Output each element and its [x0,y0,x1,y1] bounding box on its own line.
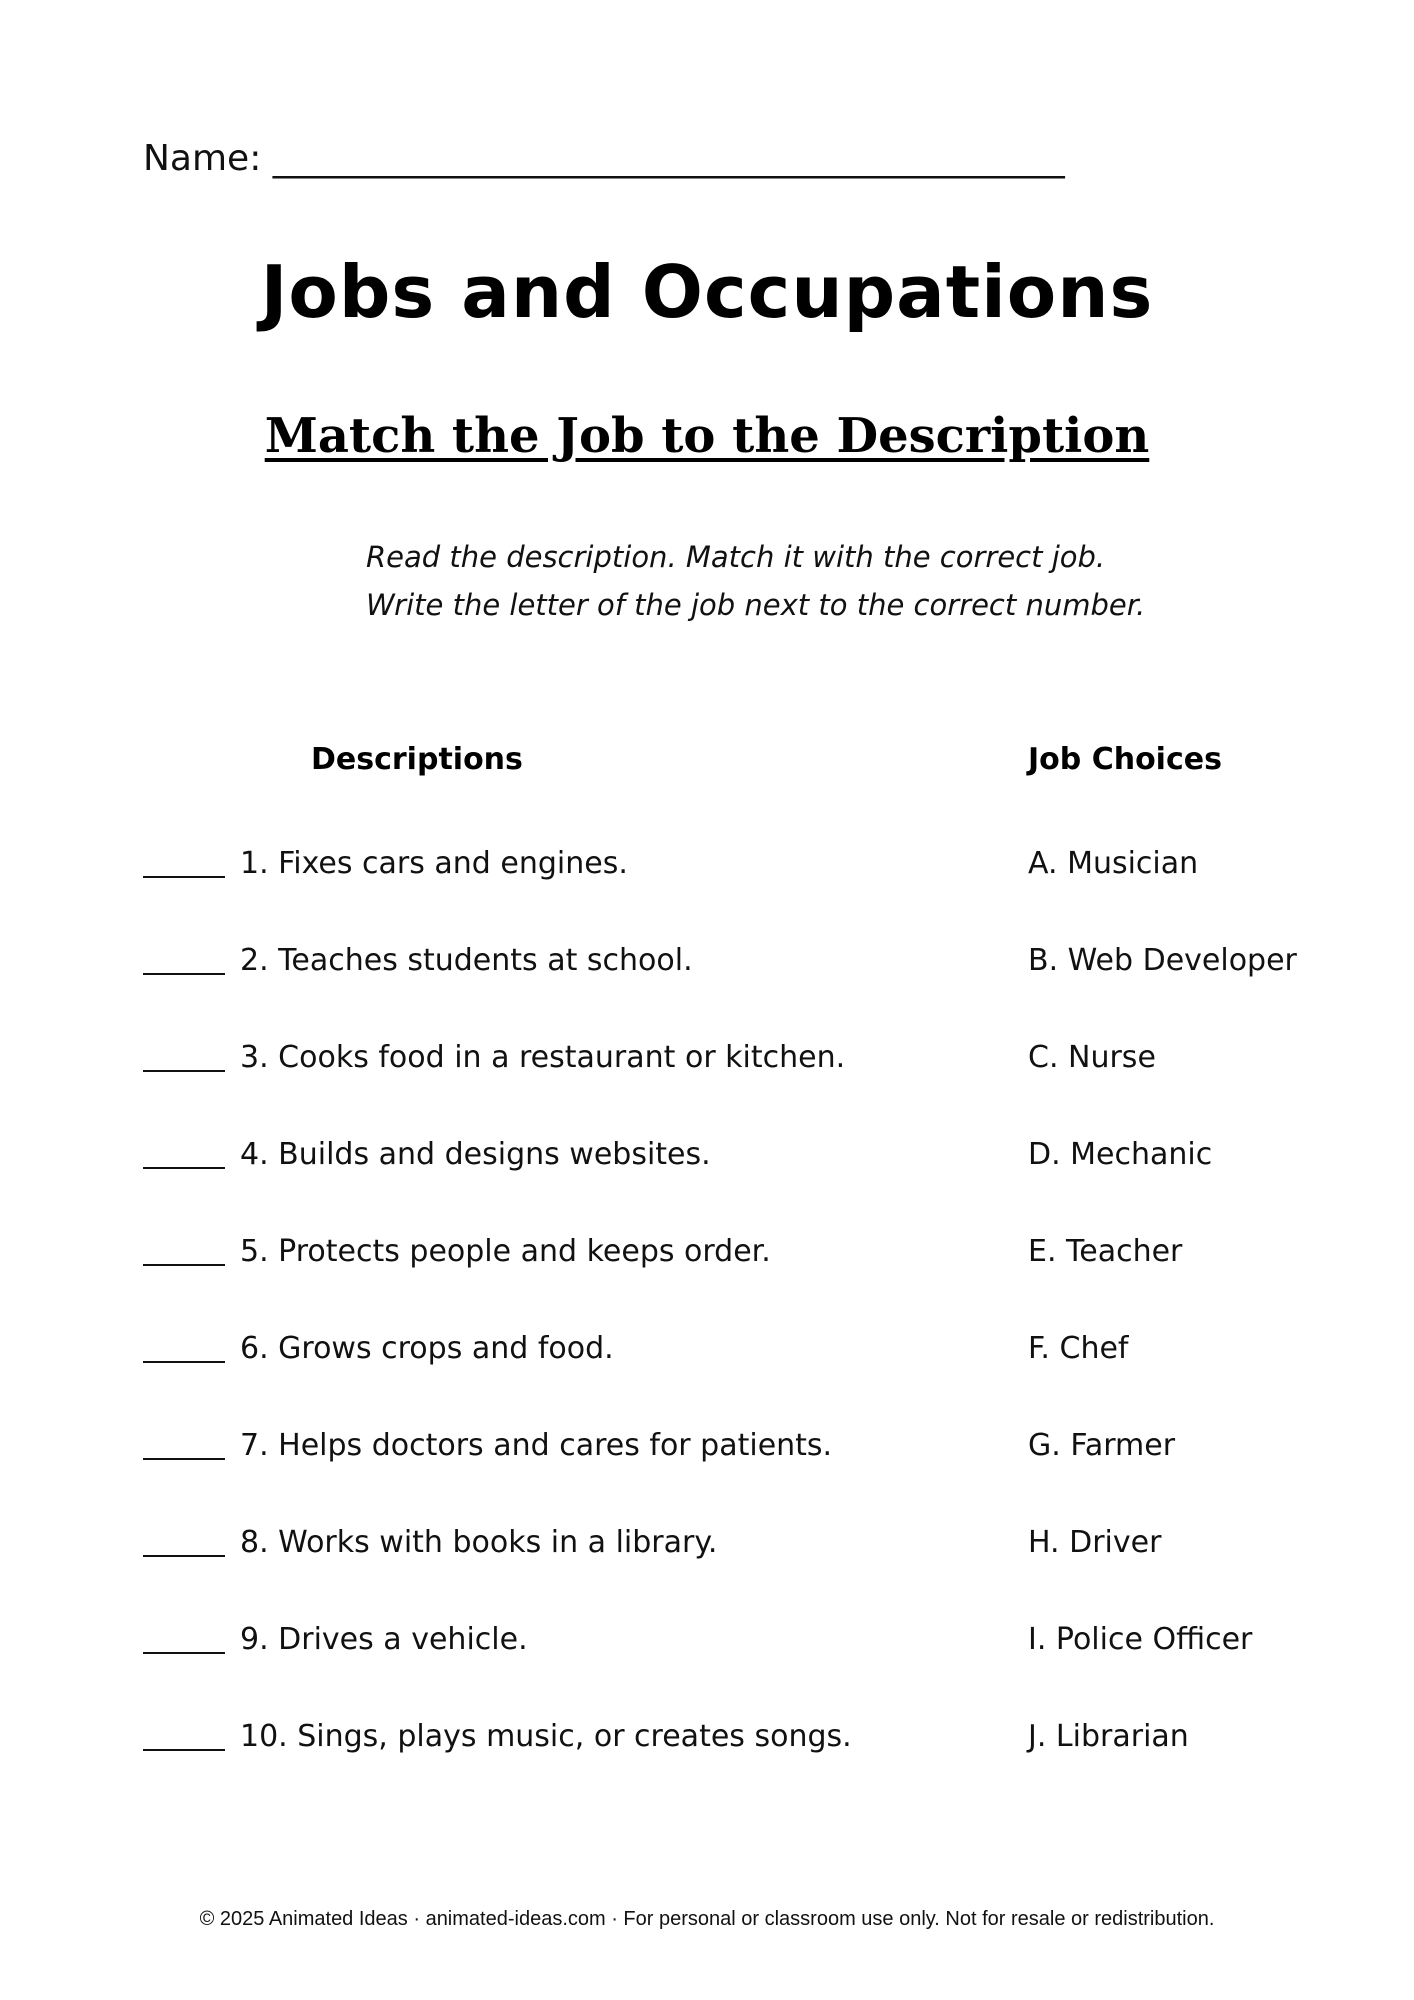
job-choices-header: Job Choices [1028,742,1222,777]
matching-row-9 [0,1622,1414,1672]
description-8: 8. Works with books in a library. [240,1525,718,1560]
job-choice-b: B. Web Developer [1028,943,1297,978]
description-3: 3. Cooks food in a restaurant or kitchen. [240,1040,846,1075]
job-choice-c: C. Nurse [1028,1040,1156,1075]
job-choice-j: J. Librarian [1028,1719,1189,1754]
job-choice-g: G. Farmer [1028,1428,1176,1463]
answer-blank-5[interactable] [143,1264,225,1266]
matching-row-10 [0,1719,1414,1769]
matching-row-6 [0,1331,1414,1381]
descriptions-header: Descriptions [311,742,523,777]
description-6: 6. Grows crops and food. [240,1331,614,1366]
answer-blank-9[interactable] [143,1652,225,1654]
page-subtitle: Match the Job to the Description [264,408,1150,464]
matching-row-1 [0,846,1414,896]
job-choice-h: H. Driver [1028,1525,1162,1560]
answer-blank-1[interactable] [143,876,225,878]
job-choice-f: F. Chef [1028,1331,1129,1366]
answer-blank-6[interactable] [143,1361,225,1363]
matching-row-4 [0,1137,1414,1187]
answer-blank-10[interactable] [143,1749,225,1751]
description-1: 1. Fixes cars and engines. [240,846,628,881]
description-5: 5. Protects people and keeps order. [240,1234,771,1269]
description-2: 2. Teaches students at school. [240,943,693,978]
matching-row-5 [0,1234,1414,1284]
description-9: 9. Drives a vehicle. [240,1622,528,1657]
answer-blank-4[interactable] [143,1167,225,1169]
description-10: 10. Sings, plays music, or creates songs. [240,1719,852,1754]
description-7: 7. Helps doctors and cares for patients. [240,1428,833,1463]
instructions-line-2: Write the letter of the job next to the correct number. [366,588,1146,622]
matching-row-3 [0,1040,1414,1090]
job-choice-a: A. Musician [1028,846,1199,881]
job-choice-d: D. Mechanic [1028,1137,1213,1172]
answer-blank-7[interactable] [143,1458,225,1460]
matching-row-2 [0,943,1414,993]
instructions-line-1: Read the description. Match it with the correct job. [366,540,1106,574]
job-choice-e: E. Teacher [1028,1234,1183,1269]
copyright-footer: © 2025 Animated Ideas · animated-ideas.com · For personal or classroom use only. Not for resale or redistribution. [199,1908,1215,1930]
job-choice-i: I. Police Officer [1028,1622,1253,1657]
matching-row-8 [0,1525,1414,1575]
answer-blank-3[interactable] [143,1070,225,1072]
name-field[interactable]: Name: ____________________________________________ [143,138,1065,179]
page-title: Jobs and Occupations [260,250,1154,334]
answer-blank-2[interactable] [143,973,225,975]
answer-blank-8[interactable] [143,1555,225,1557]
description-4: 4. Builds and designs websites. [240,1137,711,1172]
matching-row-7 [0,1428,1414,1478]
instructions [366,533,1145,629]
